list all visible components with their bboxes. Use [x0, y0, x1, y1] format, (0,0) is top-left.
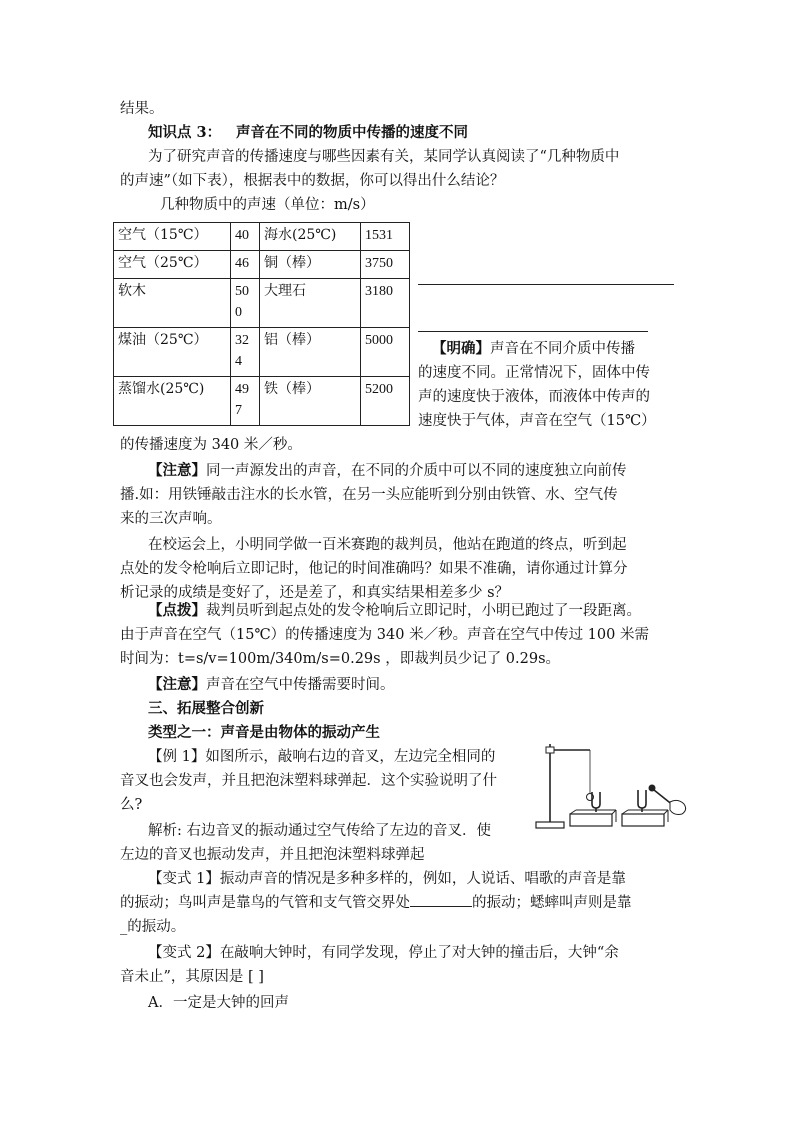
text-line: 声音在空气中传播需要时间。 — [206, 677, 395, 693]
table-row — [114, 279, 410, 328]
text-line: 同一声源发出的声音，在不同的介质中可以不同的速度独立向前传 — [206, 463, 627, 479]
hint-tag: 【点拨】 — [148, 602, 206, 619]
note-tag: 【注意】 — [148, 462, 206, 479]
table-cell: 铁（棒） — [260, 377, 361, 426]
option-a: A．一定是大钟的回声 — [148, 995, 289, 1011]
text-line: 的声速”（如下表），根据表中的数据，你可以得出什么结论？ — [120, 173, 505, 189]
right-tuning-fork — [638, 790, 646, 808]
table-cell: 5200 — [361, 377, 410, 426]
table-cell: 40 — [231, 223, 260, 251]
subsection-heading: 类型之一：声音是由物体的振动产生 — [148, 724, 380, 741]
table-row — [114, 223, 410, 251]
table-row — [114, 377, 410, 426]
text-line: 来的三次声响。 — [120, 511, 222, 527]
table-cell: 铝（棒） — [260, 328, 361, 377]
text-line: 时间为：t=s/v=100m/340m/s=0.29s ，即裁判员少记了 0.29s。 — [120, 651, 561, 667]
note-paragraph — [148, 674, 395, 696]
left-resonance-box — [570, 814, 612, 826]
text-line — [120, 892, 632, 914]
text-line: 音叉也会发声，并且把泡沫塑料球弹起．这个实验说明了什 — [120, 773, 497, 789]
table-cell: 500 — [231, 279, 260, 328]
table-cell: 1531 — [361, 223, 410, 251]
note-tag: 【注意】 — [148, 676, 206, 693]
table-row — [114, 328, 410, 377]
answer-line — [418, 331, 648, 332]
text-line: 为了研究声音的传播速度与哪些因素有关，某同学认真阅读了“几种物质中 — [148, 149, 620, 165]
table-cell: 铜（棒） — [260, 251, 361, 279]
example-tag: 【例 1】 — [148, 749, 206, 765]
table-cell: 497 — [231, 377, 260, 426]
variant-paragraph — [148, 942, 619, 964]
text-line: 左边的音叉也振动发声，并且把泡沫塑料球弹起 — [120, 847, 425, 863]
variant-paragraph — [148, 868, 626, 890]
knowledge-point-title: 声音在不同的物质中传播的速度不同 — [236, 124, 468, 141]
text-line: 解析: 右边音叉的振动通过空气传给了左边的音叉．使 — [148, 823, 491, 839]
fill-in-blank[interactable] — [410, 892, 472, 907]
sound-speed-table — [113, 222, 410, 426]
tuning-fork-illustration — [534, 738, 690, 834]
table-cell: 煤油（25℃） — [114, 328, 231, 377]
text-line: _的振动。 — [120, 919, 186, 935]
table-row — [114, 251, 410, 279]
clarify-paragraph — [432, 338, 635, 360]
table-cell: 空气（15℃） — [114, 223, 231, 251]
table-cell: 大理石 — [260, 279, 361, 328]
hand — [670, 800, 686, 814]
text-line: 声的速度快于液体，而液体中传声的 — [418, 389, 650, 405]
text-line: 的传播速度为 340 米／秒。 — [120, 437, 302, 453]
text-segment: 的振动；鸟叫声是靠鸟的气管和支气管交界处 — [120, 895, 410, 911]
clamp — [546, 747, 554, 753]
text-line: 如图所示，敲响右边的音叉，左边完全相同的 — [205, 749, 496, 765]
table-cell: 空气（25℃） — [114, 251, 231, 279]
table-cell: 3750 — [361, 251, 410, 279]
text-line: 点处的发令枪响后立即记时，他记的时间准确吗？如果不准确，请你通过计算分 — [120, 561, 628, 577]
table-cell: 海水(25℃) — [260, 223, 361, 251]
text-line: 么? — [120, 797, 143, 813]
text-line: 声音在不同介质中传播 — [490, 341, 635, 357]
left-tuning-fork — [592, 792, 600, 808]
table-cell: 软木 — [114, 279, 231, 328]
variant-tag: 【变式 1】 — [148, 871, 220, 887]
text-line: 析记录的成绩是变好了，还是差了，和真实结果相差多少 s？ — [120, 585, 510, 601]
text-line: 的速度不同。正常情况下，固体中传 — [418, 365, 650, 381]
text-line: 在校运会上，小明同学做一百米赛跑的裁判员，他站在跑道的终点，听到起 — [148, 537, 627, 553]
variant-tag: 【变式 2】 — [148, 945, 220, 961]
text-line: 速度快于气体，声音在空气（15℃） — [418, 413, 656, 429]
table-cell: 3180 — [361, 279, 410, 328]
table-cell: 324 — [231, 328, 260, 377]
text-line: 由于声音在空气（15℃）的传播速度为 340 米／秒。声音在空气中传过 100 米需 — [120, 627, 649, 643]
stand-base — [536, 822, 564, 828]
table-caption: 几种物质中的声速（单位：m/s） — [160, 197, 375, 213]
table-cell: 5000 — [361, 328, 410, 377]
section-heading: 三、拓展整合创新 — [148, 700, 264, 717]
table-cell: 蒸馏水(25℃) — [114, 377, 231, 426]
text-line: 播.如：用铁锤敲击注水的长水管，在另一头应能听到分别由铁管、水、空气传 — [120, 487, 618, 503]
text-line: 振动声音的情况是多种多样的，例如，人说话、唱歌的声音是靠 — [219, 871, 626, 887]
example-paragraph — [148, 746, 495, 768]
text-line: 结果。 — [120, 101, 164, 117]
clarify-tag: 【明确】 — [432, 340, 490, 357]
hint-paragraph — [148, 600, 641, 622]
text-line: 在敲响大钟时，有同学发现，停止了对大钟的撞击后，大钟“余 — [219, 945, 619, 961]
right-resonance-box — [622, 814, 664, 826]
text-line: 裁判员听到起点处的发令枪响后立即记时，小明已跑过了一段距离。 — [206, 603, 641, 619]
text-segment: 的振动；蟋蟀叫声则是靠 — [472, 895, 632, 911]
answer-line — [418, 284, 674, 285]
note-paragraph — [148, 460, 627, 482]
table-cell: 46 — [231, 251, 260, 279]
knowledge-point-label: 知识点 3： — [148, 124, 222, 141]
text-line: 音未止”，其原因是 [ ] — [120, 969, 264, 985]
